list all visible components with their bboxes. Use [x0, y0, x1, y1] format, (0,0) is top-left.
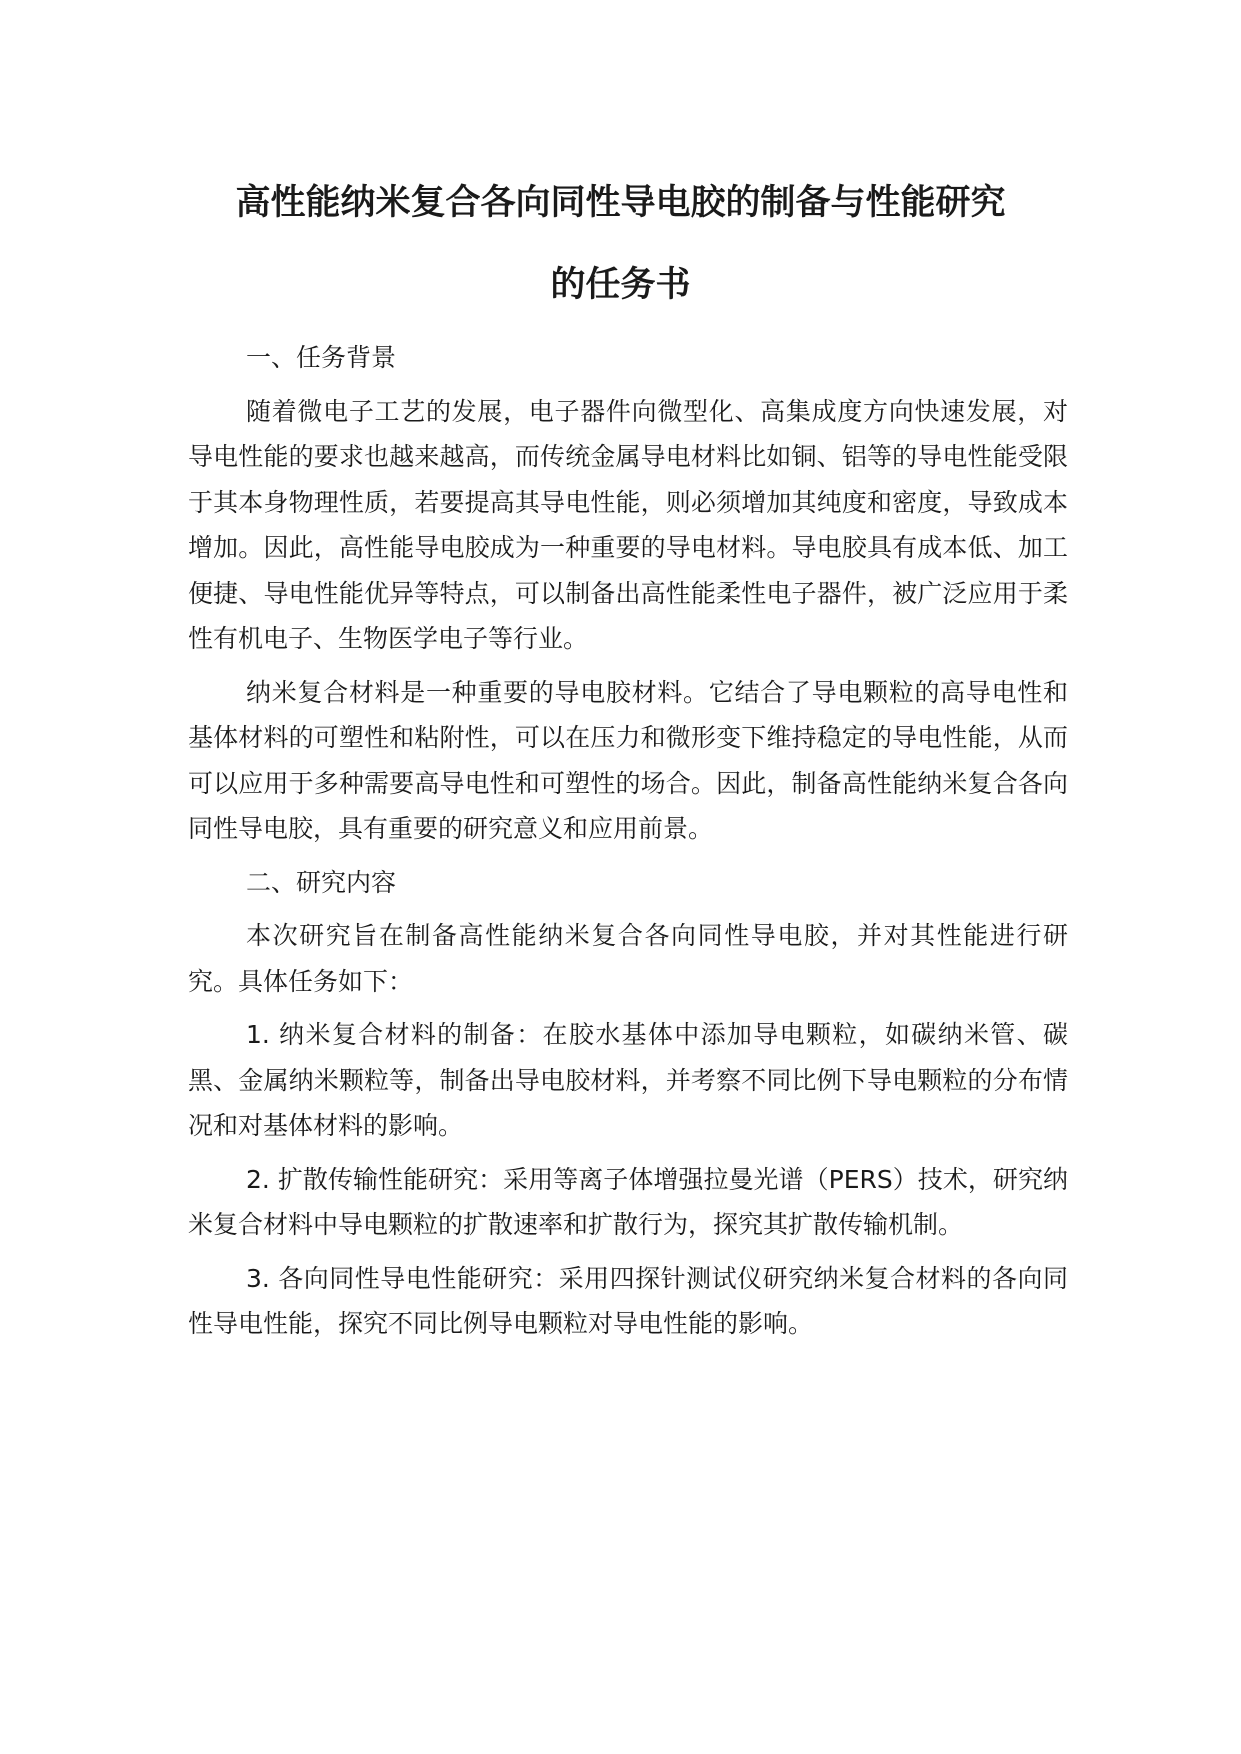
list-item-diffusion: 2. 扩散传输性能研究：采用等离子体增强拉曼光谱（PERS）技术，研究纳米复合材料中导电颗粒的扩散速率和扩散行为，探究其扩散传输机制。 [188, 1164, 1068, 1239]
section-heading-research: 二、研究内容 [246, 867, 397, 897]
document-title-line-1: 高性能纳米复合各向同性导电胶的制备与性能研究 [235, 183, 1006, 223]
paragraph-background-2: 纳米复合材料是一种重要的导电胶材料。它结合了导电颗粒的高导电性和基体材料的可塑性和粘附性，可以在压力和微形变下维持稳定的导电性能，从而可以应用于多种需要高导电性和可塑性的场合。因此，制备高性能纳米复合各向同性导电胶，具有重要的研究意义和应用前景。 [188, 677, 1068, 843]
document-body [188, 335, 1068, 1347]
document-title-line-2: 的任务书 [550, 265, 691, 305]
list-item-preparation: 1. 纳米复合材料的制备：在胶水基体中添加导电颗粒，如碳纳米管、碳黑、金属纳米颗粒等，制备出导电胶材料，并考察不同比例下导电颗粒的分布情况和对基体材料的影响。 [188, 1020, 1068, 1140]
section-heading-background: 一、任务背景 [246, 343, 397, 372]
list-item-conductivity: 3. 各向同性导电性能研究：采用四探针测试仪研究纳米复合材料的各向同性导电性能，探究不同比例导电颗粒对导电性能的影响。 [188, 1263, 1068, 1338]
paragraph-background-1: 随着微电子工艺的发展，电子器件向微型化、高集成度方向快速发展，对导电性能的要求也越来越高，而传统金属导电材料比如铜、铝等的导电性能受限于其本身物理性质，若要提高其导电性能，则必须增加其纯度和密度，导致成本增加。因此，高性能导电胶成为一种重要的导电材料。导电胶具有成本低、加工便捷、导电性能优异等特点，可以制备出高性能柔性电子器件，被广泛应用于柔性有机电子、生物医学电子等行业。 [188, 396, 1068, 653]
paragraph-research-intro: 本次研究旨在制备高性能纳米复合各向同性导电胶，并对其性能进行研究。具体任务如下： [188, 921, 1068, 996]
